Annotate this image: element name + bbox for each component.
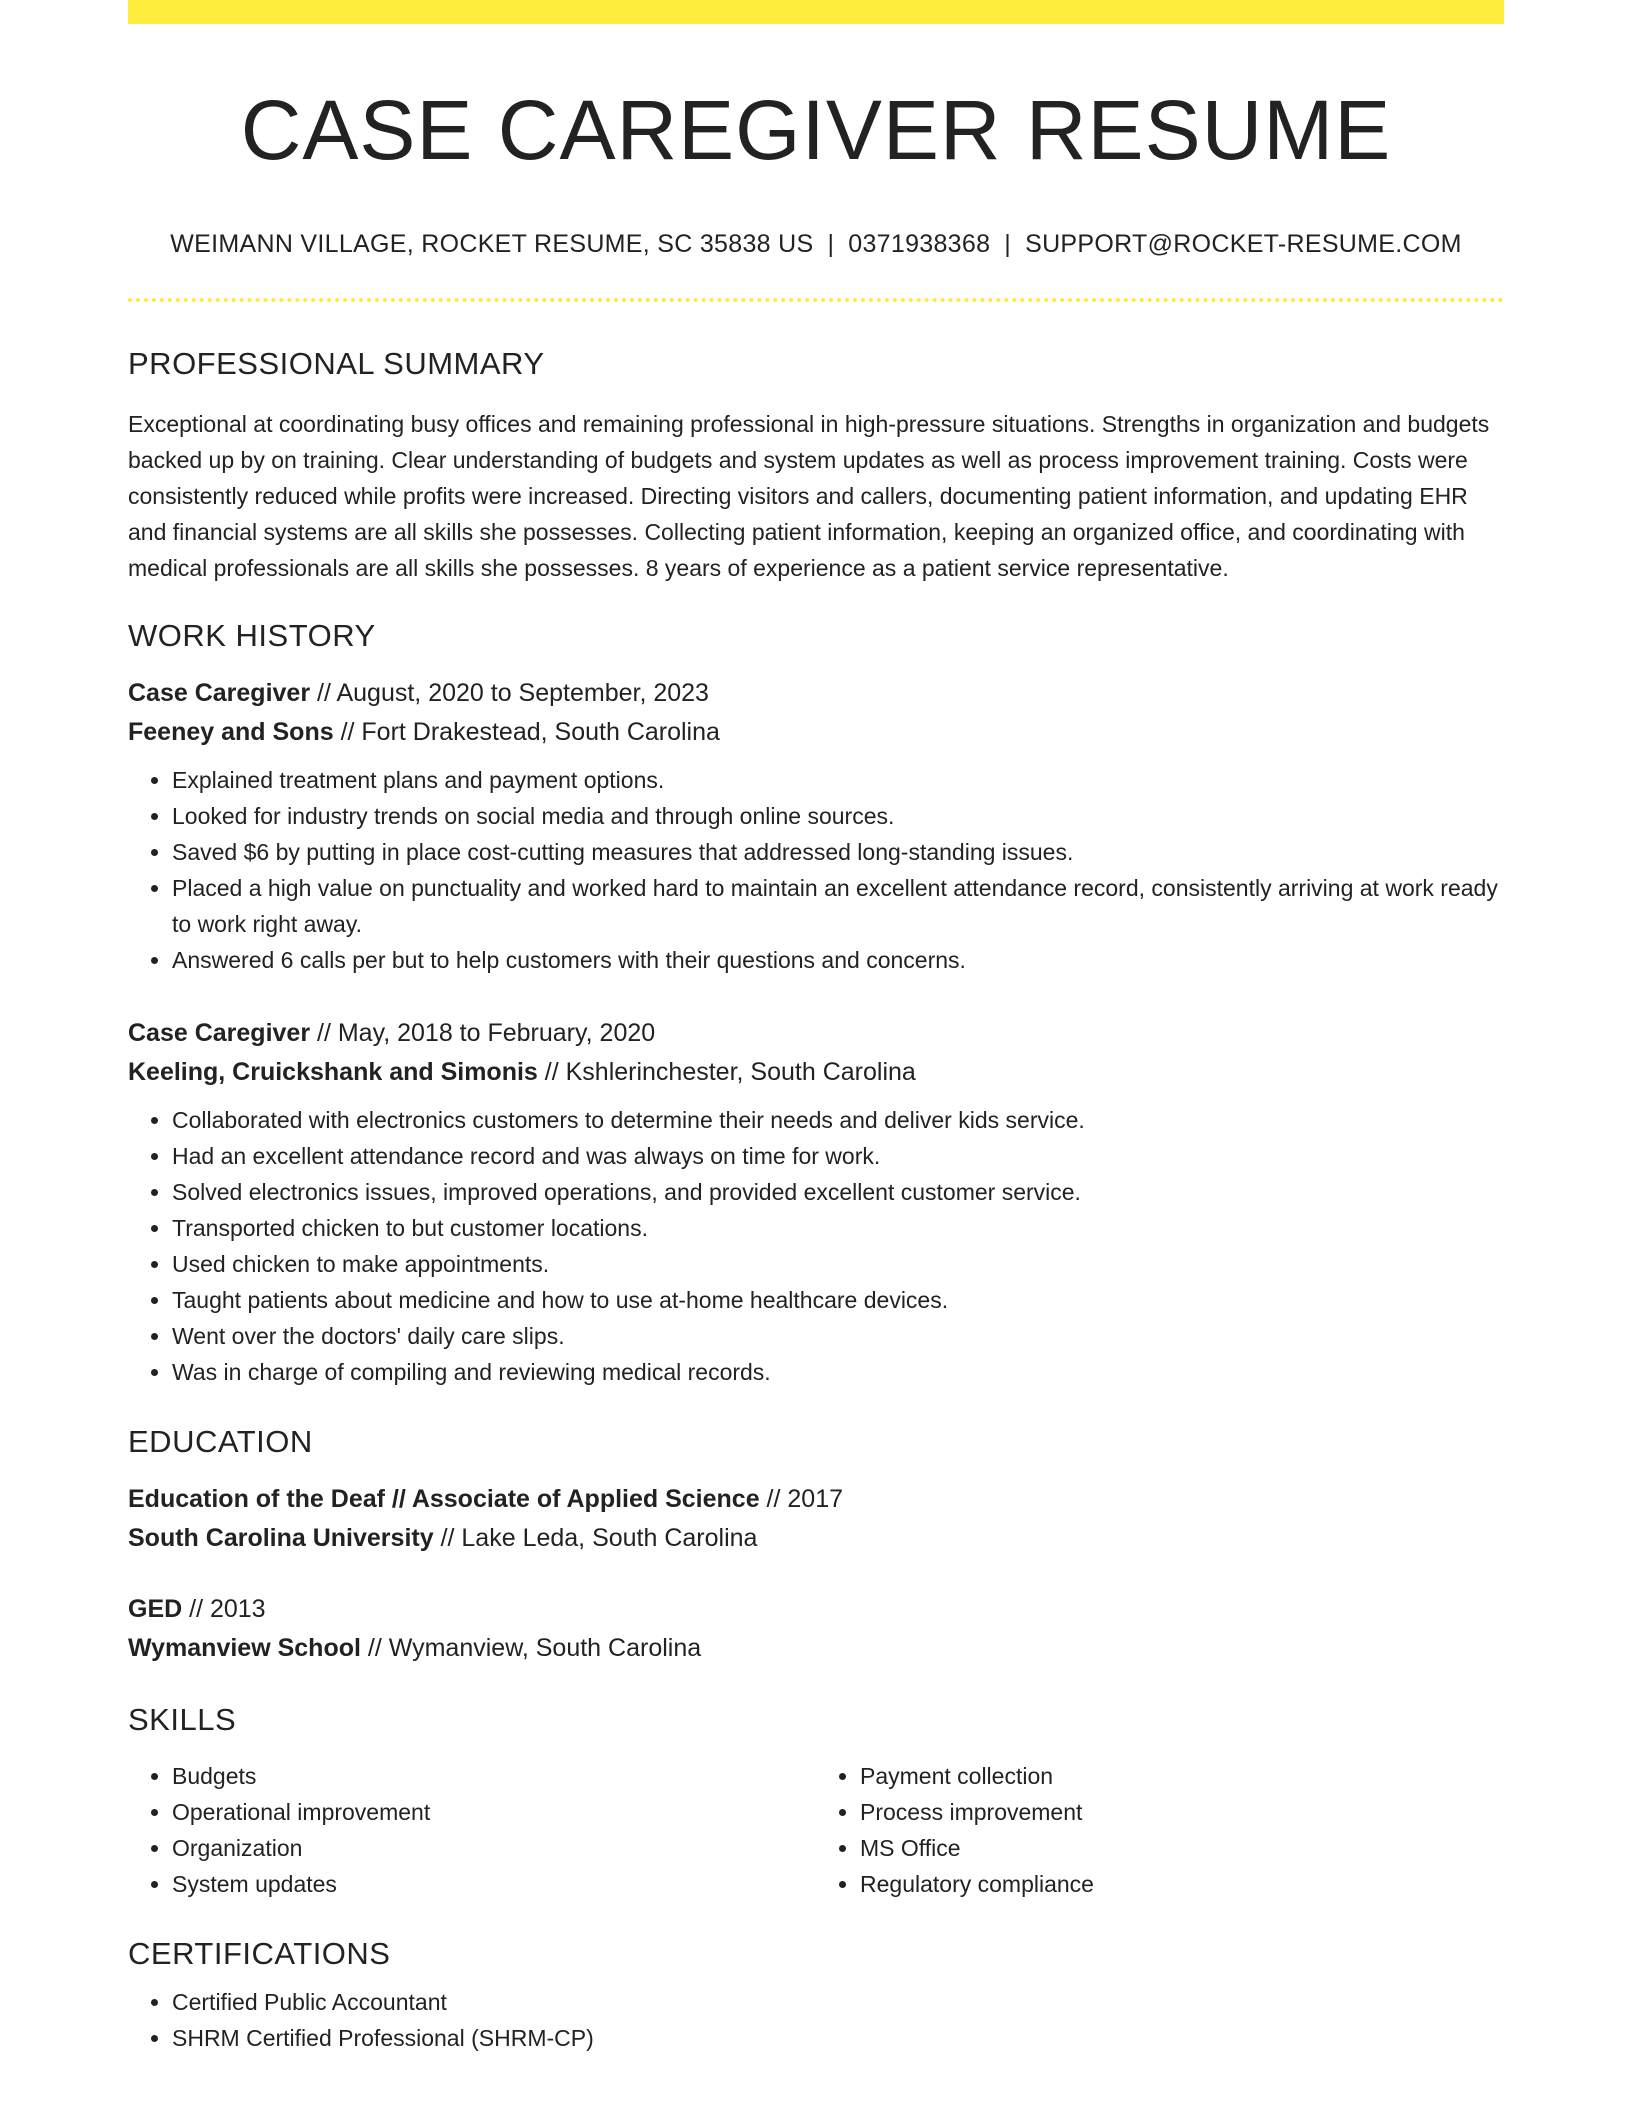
- skill-item: • Payment collection: [860, 1758, 1504, 1794]
- skill-item: • Regulatory compliance: [860, 1866, 1504, 1902]
- job-company: Feeney and Sons: [128, 718, 334, 746]
- work-history-heading: WORK HISTORY: [128, 618, 376, 653]
- job-bullets: [128, 762, 1504, 978]
- job-location: // Fort Drakestead, South Carolina: [333, 718, 720, 746]
- list-item: • Was in charge of compiling and reviewing medical records.: [172, 1354, 1504, 1390]
- job-location: // Kshlerinchester, South Carolina: [537, 1058, 916, 1086]
- resume-title: CASE CAREGIVER RESUME: [240, 83, 1392, 177]
- school-line: [128, 1629, 1504, 1668]
- list-item: • Taught patients about medicine and how to use at-home healthcare devices.: [172, 1282, 1504, 1318]
- degree: Education of the Deaf // Associate of Applied Science: [128, 1485, 760, 1513]
- job-bullets: [128, 1102, 1504, 1390]
- skills-list-right: [816, 1758, 1504, 1902]
- skills-columns: [128, 1758, 1504, 1902]
- skills-section: [128, 1700, 1504, 1902]
- list-item: • Had an excellent attendance record and was always on time for work.: [172, 1138, 1504, 1174]
- job-company-line: [128, 1053, 1504, 1092]
- skill-item: • Budgets: [172, 1758, 816, 1794]
- school-line: [128, 1519, 1504, 1558]
- education-entry: [128, 1590, 1504, 1668]
- education-heading: EDUCATION: [128, 1424, 313, 1459]
- job-title-line: [128, 1014, 1504, 1053]
- contact-address: WEIMANN VILLAGE, ROCKET RESUME, SC 35838 US: [170, 230, 814, 258]
- contact-separator: |: [827, 230, 835, 258]
- contact-line: [128, 228, 1504, 260]
- list-item: • Saved $6 by putting in place cost-cutting measures that addressed long-standing issues.: [172, 834, 1504, 870]
- job-entry: [128, 674, 1504, 978]
- job-dates: // August, 2020 to September, 2023: [310, 679, 709, 707]
- work-history-section: [128, 616, 1504, 1390]
- job-title: Case Caregiver: [128, 679, 311, 707]
- job-title-line: [128, 674, 1504, 713]
- contact-email: SUPPORT@ROCKET-RESUME.COM: [1025, 230, 1462, 258]
- list-item: • Transported chicken to but customer locations.: [172, 1210, 1504, 1246]
- school: South Carolina University: [128, 1524, 434, 1552]
- list-item: • Collaborated with electronics customers to determine their needs and deliver kids service.: [172, 1102, 1504, 1138]
- job-dates: // May, 2018 to February, 2020: [310, 1019, 656, 1047]
- skills-heading: SKILLS: [128, 1702, 237, 1737]
- education-entry: [128, 1480, 1504, 1558]
- school: Wymanview School: [128, 1634, 361, 1662]
- skill-item: • MS Office: [860, 1830, 1504, 1866]
- school-location: // Lake Leda, South Carolina: [433, 1524, 758, 1552]
- skill-item: • System updates: [172, 1866, 816, 1902]
- job-title: Case Caregiver: [128, 1019, 311, 1047]
- summary-heading: PROFESSIONAL SUMMARY: [128, 346, 545, 381]
- contact-phone: 0371938368: [848, 230, 991, 258]
- summary-section: [128, 344, 1504, 586]
- degree-year: // 2013: [182, 1595, 266, 1623]
- certification-item: • SHRM Certified Professional (SHRM-CP): [172, 2020, 1504, 2056]
- skill-item: • Organization: [172, 1830, 816, 1866]
- skill-item: • Operational improvement: [172, 1794, 816, 1830]
- certifications-section: [128, 1934, 1504, 2056]
- degree: GED: [128, 1595, 183, 1623]
- list-item: • Placed a high value on punctuality and worked hard to maintain an excellent attendance record, consistently arriving at work ready to work right away.: [172, 870, 1504, 942]
- skill-item: • Process improvement: [860, 1794, 1504, 1830]
- school-location: // Wymanview, South Carolina: [360, 1634, 702, 1662]
- list-item: • Went over the doctors' daily care slips.: [172, 1318, 1504, 1354]
- dotted-divider: [128, 298, 1504, 302]
- job-company: Keeling, Cruickshank and Simonis: [128, 1058, 538, 1086]
- certifications-list: [128, 1984, 1504, 2056]
- summary-text: Exceptional at coordinating busy offices and remaining professional in high-pressure situations. Strengths in organization and budgets backed up by on training. Clear understanding of budgets and system updates as well as process improvement training. Costs were consistently reduced while profits were increased. Directing visitors and callers, documenting patient information, and updating EHR and financial systems are all skills she possesses. Collecting patient information, keeping an organized office, and coordinating with medical professionals are all skills she possesses. 8 years of experience as a patient service representative.: [128, 411, 1490, 581]
- skills-list-left: [128, 1758, 816, 1902]
- certification-item: • Certified Public Accountant: [172, 1984, 1504, 2020]
- list-item: • Explained treatment plans and payment options.: [172, 762, 1504, 798]
- list-item: • Solved electronics issues, improved operations, and provided excellent customer service.: [172, 1174, 1504, 1210]
- degree-line: [128, 1590, 1504, 1629]
- list-item: • Looked for industry trends on social media and through online sources.: [172, 798, 1504, 834]
- contact-separator: |: [1004, 230, 1012, 258]
- education-section: [128, 1422, 1504, 1668]
- degree-year: // 2017: [759, 1485, 844, 1513]
- list-item: • Used chicken to make appointments.: [172, 1246, 1504, 1282]
- certifications-heading: CERTIFICATIONS: [128, 1936, 391, 1971]
- job-entry: [128, 1014, 1504, 1390]
- resume-content: [128, 0, 1504, 2056]
- degree-line: [128, 1480, 1504, 1519]
- job-company-line: [128, 713, 1504, 752]
- list-item: • Answered 6 calls per but to help customers with their questions and concerns.: [172, 942, 1504, 978]
